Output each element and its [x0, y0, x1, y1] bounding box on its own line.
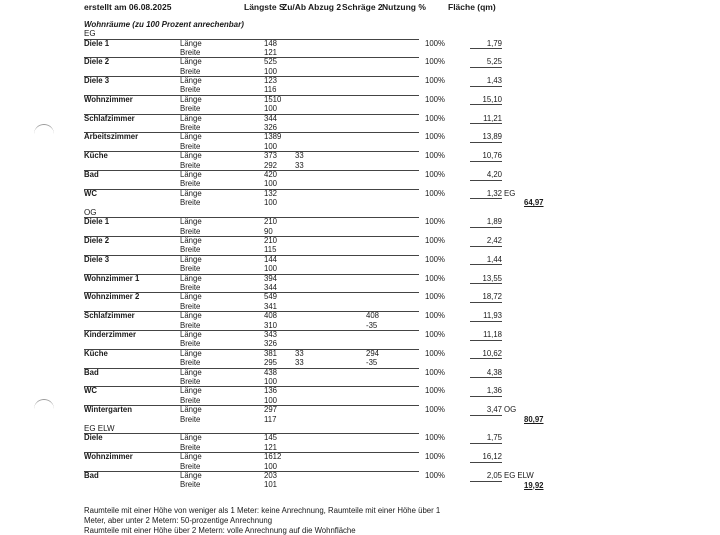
width-value: 100: [264, 264, 278, 274]
width-label: Breite: [180, 104, 201, 114]
width-value: 295: [264, 358, 278, 368]
room-name: Bad: [84, 367, 99, 377]
area-value: 10,76: [482, 151, 502, 161]
area-underline: [470, 48, 502, 49]
usage-percent: 100%: [425, 188, 445, 198]
room-name: WC: [84, 188, 97, 198]
length-label: Länge: [180, 405, 202, 415]
row-divider: [84, 57, 419, 58]
length-label: Länge: [180, 151, 202, 161]
width-value: 292: [264, 160, 278, 170]
length-label: Länge: [180, 367, 202, 377]
room-name: Diele: [84, 433, 103, 443]
width-value: 100: [264, 395, 278, 405]
width-label: Breite: [180, 66, 201, 76]
length-value: 132: [264, 188, 278, 198]
length-value: 1612: [264, 452, 282, 462]
area-value: 15,10: [482, 94, 502, 104]
zuab-width-value: 33: [295, 160, 304, 170]
room-name: WC: [84, 386, 97, 396]
row-divider: [84, 217, 419, 218]
length-label: Länge: [180, 311, 202, 321]
length-value: 148: [264, 38, 278, 48]
room-row: [0, 452, 720, 471]
area-underline: [470, 377, 502, 378]
width-value: 100: [264, 198, 278, 208]
length-value: 123: [264, 76, 278, 86]
width-value: 310: [264, 320, 278, 330]
length-value: 381: [264, 348, 278, 358]
room-row: [0, 39, 720, 58]
width-label: Breite: [180, 198, 201, 208]
usage-percent: 100%: [425, 471, 445, 481]
slope-length-value: 294: [366, 348, 380, 358]
width-label: Breite: [180, 264, 201, 274]
area-underline: [470, 227, 502, 228]
area-underline: [470, 283, 502, 284]
usage-percent: 100%: [425, 405, 445, 415]
section-subtitle: Wohnräume (zu 100 Prozent anrechenbar): [84, 20, 244, 29]
width-value: 115: [264, 245, 277, 255]
usage-percent: 100%: [425, 217, 445, 227]
area-value: 1,32: [486, 188, 502, 198]
length-label: Länge: [180, 386, 202, 396]
width-label: Breite: [180, 245, 201, 255]
length-label: Länge: [180, 217, 202, 227]
length-value: 136: [264, 386, 278, 396]
area-value: 1,43: [486, 76, 502, 86]
row-divider: [84, 189, 419, 190]
area-underline: [470, 321, 502, 322]
room-row: [0, 255, 720, 274]
usage-percent: 100%: [425, 452, 445, 462]
footer-note-line: Raumteile mit einer Höhe über 2 Metern: volle Anrechnung auf die Wohnfläche: [84, 526, 356, 535]
width-label: Breite: [180, 461, 201, 471]
length-value: 210: [264, 217, 278, 227]
area-underline: [470, 396, 502, 397]
section-label: [0, 424, 720, 434]
col-header-nutzung: Nutzung %: [382, 2, 426, 12]
usage-percent: 100%: [425, 311, 445, 321]
room-name: Schlafzimmer: [84, 113, 135, 123]
area-value: 1,75: [486, 433, 502, 443]
zuab-length-value: 33: [295, 348, 304, 358]
room-name: Diele 1: [84, 217, 110, 227]
section-label: [0, 29, 720, 39]
footer-note-line: Raumteile mit einer Höhe von weniger als 1 Meter: keine Anrechnung, Raumteile mit einer Höhe über 1: [84, 506, 441, 515]
width-label: Breite: [180, 376, 201, 386]
usage-percent: 100%: [425, 235, 445, 245]
width-value: 100: [264, 461, 278, 471]
section-total: 80,97: [524, 414, 544, 424]
width-value: 341: [264, 301, 278, 311]
floor-tag: OG: [504, 405, 517, 415]
width-value: 326: [264, 339, 278, 349]
area-value: 1,89: [486, 217, 502, 227]
usage-percent: 100%: [425, 151, 445, 161]
row-divider: [84, 368, 419, 369]
width-label: Breite: [180, 301, 201, 311]
area-value: 11,21: [483, 113, 502, 123]
length-label: Länge: [180, 452, 202, 462]
length-value: 394: [264, 273, 278, 283]
row-divider: [84, 255, 419, 256]
section-label-text: EG: [84, 29, 96, 38]
row-divider: [84, 76, 419, 77]
usage-percent: 100%: [425, 433, 445, 443]
width-value: 121: [264, 442, 278, 452]
width-label: Breite: [180, 85, 201, 95]
length-value: 408: [264, 311, 278, 321]
length-value: 210: [264, 235, 278, 245]
room-row: [0, 274, 720, 293]
width-label: Breite: [180, 414, 201, 424]
row-divider: [84, 452, 419, 453]
length-value: 145: [264, 433, 278, 443]
width-label: Breite: [180, 442, 201, 452]
floor-tag: EG: [504, 188, 516, 198]
section-total: 64,97: [524, 198, 544, 208]
width-value: 100: [264, 66, 278, 76]
area-underline: [470, 481, 502, 482]
room-name: Kinderzimmer: [84, 329, 136, 339]
area-value: 1,36: [486, 386, 502, 396]
width-value: 100: [264, 141, 278, 151]
width-label: Breite: [180, 160, 201, 170]
area-value: 13,89: [482, 132, 502, 142]
room-row: [0, 368, 720, 387]
area-underline: [470, 86, 502, 87]
usage-percent: 100%: [425, 113, 445, 123]
area-underline: [470, 104, 502, 105]
length-value: 1389: [264, 132, 282, 142]
area-underline: [470, 198, 502, 199]
room-row: [0, 114, 720, 133]
length-value: 373: [264, 151, 278, 161]
footer-note-line: Meter, aber unter 2 Metern: 50-prozentige Anrechnung: [84, 516, 273, 525]
zuab-length-value: 33: [295, 151, 304, 161]
room-row: [0, 95, 720, 114]
room-row: [0, 311, 720, 330]
length-value: 144: [264, 254, 278, 264]
area-underline: [470, 462, 502, 463]
width-label: Breite: [180, 141, 201, 151]
length-label: Länge: [180, 57, 202, 67]
room-row: [0, 292, 720, 311]
area-value: 10,62: [482, 348, 502, 358]
room-name: Wohnzimmer: [84, 94, 133, 104]
row-divider: [84, 405, 419, 406]
row-divider: [84, 433, 419, 434]
length-value: 438: [264, 367, 278, 377]
length-value: 525: [264, 57, 278, 67]
area-value: 11,93: [483, 311, 502, 321]
room-row: [0, 236, 720, 255]
slope-width-value: -35: [366, 320, 378, 330]
area-underline: [470, 415, 502, 416]
room-row: [0, 433, 720, 452]
width-value: 100: [264, 104, 278, 114]
area-value: 13,55: [482, 273, 502, 283]
room-name: Diele 2: [84, 57, 110, 67]
usage-percent: 100%: [425, 94, 445, 104]
area-value: 11,18: [483, 329, 502, 339]
floor-tag: EG ELW: [504, 471, 534, 481]
area-underline: [470, 358, 502, 359]
usage-percent: 100%: [425, 273, 445, 283]
usage-percent: 100%: [425, 386, 445, 396]
slope-length-value: 408: [366, 311, 380, 321]
width-label: Breite: [180, 358, 201, 368]
area-value: 3,47: [486, 405, 502, 415]
width-label: Breite: [180, 226, 201, 236]
usage-percent: 100%: [425, 170, 445, 180]
length-label: Länge: [180, 94, 202, 104]
width-value: 116: [264, 85, 277, 95]
usage-percent: 100%: [425, 254, 445, 264]
room-name: Bad: [84, 471, 99, 481]
room-row: [0, 405, 720, 424]
length-value: 1510: [264, 94, 282, 104]
col-header-schraege2: Schräge 2: [342, 2, 383, 12]
room-row: [0, 471, 720, 490]
usage-percent: 100%: [425, 367, 445, 377]
usage-percent: 100%: [425, 348, 445, 358]
usage-percent: 100%: [425, 76, 445, 86]
room-name: Diele 3: [84, 76, 110, 86]
area-value: 4,38: [486, 367, 502, 377]
length-value: 420: [264, 170, 278, 180]
area-underline: [470, 180, 502, 181]
room-row: [0, 217, 720, 236]
length-label: Länge: [180, 38, 202, 48]
usage-percent: 100%: [425, 57, 445, 67]
room-name: Wohnzimmer 2: [84, 292, 140, 302]
usage-percent: 100%: [425, 292, 445, 302]
room-row: [0, 330, 720, 349]
width-label: Breite: [180, 395, 201, 405]
length-value: 344: [264, 113, 278, 123]
section-label-text: OG: [84, 207, 97, 217]
length-value: 203: [264, 471, 278, 481]
created-date: erstellt am 06.08.2025: [84, 2, 172, 12]
area-value: 1,44: [486, 254, 502, 264]
room-name: Küche: [84, 151, 108, 161]
area-underline: [470, 302, 502, 303]
area-value: 5,25: [486, 57, 502, 67]
col-header-flaeche: Fläche (qm): [448, 2, 496, 12]
area-value: 2,42: [486, 235, 502, 245]
usage-percent: 100%: [425, 132, 445, 142]
width-value: 121: [264, 47, 278, 57]
room-row: [0, 151, 720, 170]
length-label: Länge: [180, 235, 202, 245]
room-row: [0, 386, 720, 405]
length-label: Länge: [180, 471, 202, 481]
area-value: 16,12: [482, 452, 502, 462]
area-value: 18,72: [482, 292, 502, 302]
section-label: [0, 208, 720, 218]
length-label: Länge: [180, 273, 202, 283]
section-total: 19,92: [524, 480, 544, 490]
width-value: 100: [264, 179, 278, 189]
width-label: Breite: [180, 480, 201, 490]
length-label: Länge: [180, 433, 202, 443]
room-row: [0, 57, 720, 76]
room-row: [0, 170, 720, 189]
area-underline: [470, 246, 502, 247]
area-underline: [470, 340, 502, 341]
length-value: 297: [264, 405, 278, 415]
area-value: 4,20: [486, 170, 502, 180]
room-row: [0, 189, 720, 208]
room-row: [0, 76, 720, 95]
room-name: Küche: [84, 348, 108, 358]
room-row: [0, 132, 720, 151]
area-underline: [470, 161, 502, 162]
width-label: Breite: [180, 123, 201, 133]
room-name: Diele 2: [84, 235, 110, 245]
area-underline: [470, 67, 502, 68]
row-divider: [84, 236, 419, 237]
area-underline: [470, 123, 502, 124]
length-label: Länge: [180, 132, 202, 142]
length-value: 343: [264, 329, 278, 339]
room-name: Arbeitszimmer: [84, 132, 139, 142]
room-name: Bad: [84, 170, 99, 180]
width-value: 90: [264, 226, 273, 236]
room-name: Diele 1: [84, 38, 110, 48]
room-name: Wohnzimmer 1: [84, 273, 140, 283]
width-value: 100: [264, 376, 278, 386]
length-label: Länge: [180, 292, 202, 302]
width-label: Breite: [180, 47, 201, 57]
length-label: Länge: [180, 113, 202, 123]
row-divider: [84, 39, 419, 40]
length-label: Länge: [180, 329, 202, 339]
width-value: 101: [264, 480, 278, 490]
width-label: Breite: [180, 282, 201, 292]
length-value: 549: [264, 292, 278, 302]
length-label: Länge: [180, 254, 202, 264]
length-label: Länge: [180, 348, 202, 358]
col-header-abzug2: Abzug 2: [308, 2, 342, 12]
room-name: Schlafzimmer: [84, 311, 135, 321]
section-label-text: EG ELW: [84, 423, 115, 433]
area-underline: [470, 142, 502, 143]
room-row: [0, 349, 720, 368]
area-table: [0, 29, 720, 490]
row-divider: [84, 95, 419, 96]
row-divider: [84, 151, 419, 152]
length-label: Länge: [180, 76, 202, 86]
zuab-width-value: 33: [295, 358, 304, 368]
width-value: 344: [264, 282, 278, 292]
width-label: Breite: [180, 320, 201, 330]
area-underline: [470, 443, 502, 444]
room-name: Wintergarten: [84, 405, 133, 415]
row-divider: [84, 386, 419, 387]
usage-percent: 100%: [425, 329, 445, 339]
width-label: Breite: [180, 179, 201, 189]
row-divider: [84, 170, 419, 171]
slope-width-value: -35: [366, 358, 378, 368]
width-value: 117: [264, 414, 277, 424]
area-value: 2,05: [486, 471, 502, 481]
area-underline: [470, 264, 502, 265]
col-header-laengste: Längste S: [244, 2, 285, 12]
width-value: 326: [264, 123, 278, 133]
length-label: Länge: [180, 188, 202, 198]
area-value: 1,79: [486, 38, 502, 48]
usage-percent: 100%: [425, 38, 445, 48]
room-name: Diele 3: [84, 254, 110, 264]
width-label: Breite: [180, 339, 201, 349]
row-divider: [84, 471, 419, 472]
col-header-zuab: Zu/Ab: [282, 2, 307, 12]
length-label: Länge: [180, 170, 202, 180]
room-name: Wohnzimmer: [84, 452, 133, 462]
